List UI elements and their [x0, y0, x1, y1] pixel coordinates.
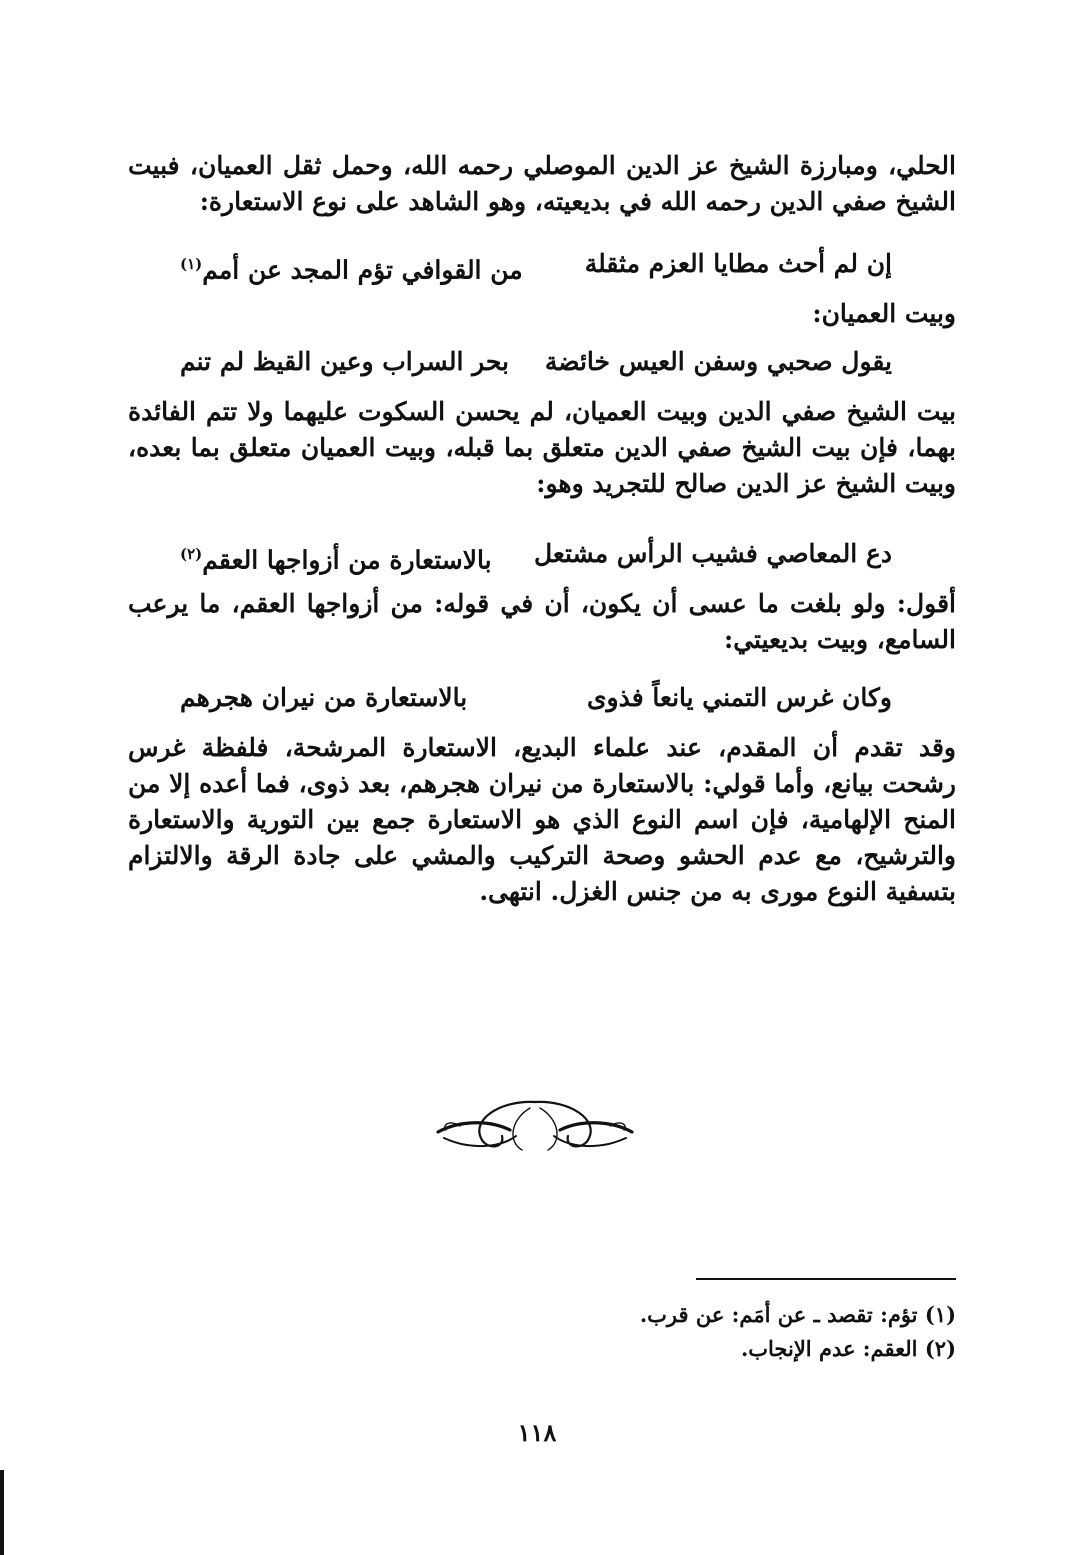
- ornament-divider: [430, 1090, 640, 1160]
- paragraph-comparison: بيت الشيخ صفي الدين وبيت العميان، لم يحسن السكوت عليهما ولا تتم الفائدة بهما، فإن بيت الشيخ صفي الدين متعلق بما قبله، وبيت العميان متعلق بما بعده، وبيت الشيخ عز الدين صالح للتجريد وهو:: [128, 397, 956, 498]
- verse-3-second-hemistich: [180, 536, 492, 578]
- paragraph-conclusion: وقد تقدم أن المقدم، عند علماء البديع، الاستعارة المرشحة، فلفظة غرس رشحت بيانع، وأما قولي: بالاستعارة من نيران هجرهم، بعد ذوى، فما أعده إلا من المنح الإلهامية، فإن اسم النوع الذي هو الاستعارة جمع بين التورية والاستعارة والترشيح، مع عدم الحشو وصحة التركيب والمشي على جادة الرقة والالتزام بتسفية النوع مورى به من جنس الغزل. انتهى.: [128, 733, 956, 906]
- verse-1: [180, 246, 892, 286]
- verse-2-first-hemistich: يقول صحبي وسفن العيس خائضة: [544, 347, 892, 376]
- verse-3-first-hemistich: دع المعاصي فشيب الرأس مشتعل: [533, 539, 892, 568]
- verse-4: [180, 680, 892, 720]
- verse-1-second-text: من القوافي تؤم المجد عن أمم: [202, 255, 523, 285]
- footnote-ref-2: (٢): [180, 545, 203, 563]
- verse-2: [180, 344, 892, 384]
- verse-4-second-hemistich: بالاستعارة من نيران هجرهم: [180, 683, 468, 712]
- verse-4-first-hemistich: وكان غرس التمني يانعاً فذوى: [586, 683, 892, 712]
- verse-2-second-hemistich: بحر السراب وعين القيظ لم تنم: [180, 347, 509, 376]
- paragraph-comment: أقول: ولو بلغت ما عسى أن يكون، أن في قوله: من أزواجها العقم، ما يرعب السامع، وبيت بديعيتي:: [128, 589, 956, 654]
- footnote-2: (٢) العقم: عدم الإنجاب.: [740, 1336, 956, 1361]
- page-number: ١١٨: [517, 1418, 557, 1447]
- verse-3-second-text: بالاستعارة من أزواجها العقم: [202, 545, 492, 575]
- verse-3: [180, 536, 892, 576]
- paragraph-intro: الحلي، ومبارزة الشيخ عز الدين الموصلي رحمه الله، وحمل ثقل العميان، فبيت الشيخ صفي الدين رحمه الله في بديعيته، وهو الشاهد على نوع الاستعارة:: [128, 151, 956, 216]
- footnote-ref-1: (١): [180, 255, 203, 273]
- paragraph-blind-verse-label: وبيت العميان:: [812, 299, 956, 328]
- verse-1-second-hemistich: [180, 246, 523, 288]
- footnote-separator: [696, 1278, 956, 1280]
- verse-1-first-hemistich: إن لم أحث مطايا العزم مثقلة: [584, 249, 892, 278]
- scan-edge-mark: [0, 1470, 4, 1555]
- footnote-1: (١) تؤم: تقصد ـ عن أمَم: عن قرب.: [639, 1302, 956, 1327]
